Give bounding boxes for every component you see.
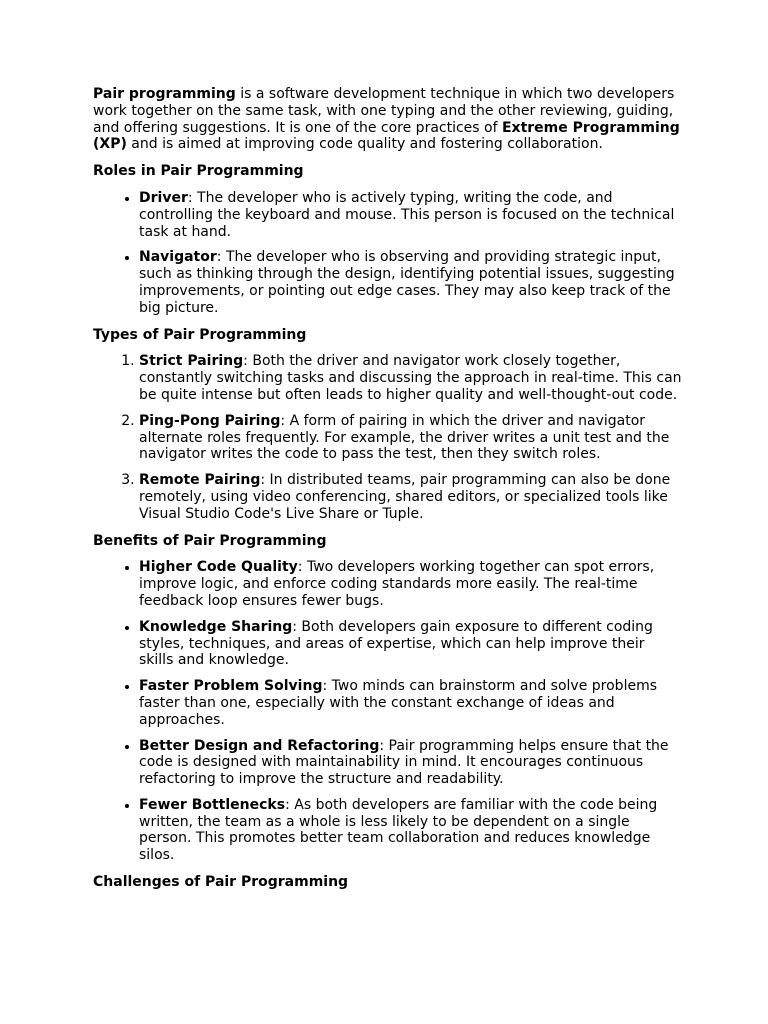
list-item [139, 678, 683, 728]
item-text: : The developer who is observing and providing strategic input, such as thinking through the design, identifying potential issues, suggesting improvements, or pointing out edge cases. They may also keep track of the big picture. [139, 249, 675, 316]
intro-paragraph [93, 86, 683, 153]
item-term: Fewer Bottlenecks [139, 796, 286, 813]
item-text: : Two minds can brainstorm and solve problems faster than one, especially with the constant exchange of ideas and approaches. [139, 678, 658, 728]
item-term: Driver [139, 189, 188, 206]
roles-heading: Roles in Pair Programming [93, 163, 304, 180]
item-text: : Both the driver and navigator work closely together, constantly switching tasks and discussing the approach in real-time. This can be quite intense but often leads to higher quality and well-thought-out code. [139, 353, 682, 403]
item-text: : Both developers gain exposure to different coding styles, techniques, and areas of expertise, which can help improve their skills and knowledge. [139, 618, 653, 669]
benefits-heading: Benefits of Pair Programming [93, 532, 327, 549]
item-term: Remote Pairing [139, 472, 261, 489]
item-term: Higher Code Quality [139, 559, 298, 576]
item-text: : As both developers are familiar with the code being written, the team as a whole is less likely to be dependent on a single person. This promotes better team collaboration and reduces knowledge silos. [139, 796, 658, 864]
roles-list [93, 190, 683, 317]
list-item [139, 413, 683, 463]
list-item [139, 353, 683, 403]
item-text: : In distributed teams, pair programming can also be done remotely, using video conferencing, shared editors, or specialized tools like Visual Studio Code's Live Share or Tuple. [139, 472, 671, 522]
intro-term: Pair programming [93, 86, 236, 102]
item-term: Strict Pairing [139, 353, 244, 370]
item-text: : The developer who is actively typing, writing the code, and controlling the keyboard and mouse. This person is focused on the technical task at hand. [139, 189, 675, 240]
benefits-list [93, 559, 683, 864]
list-item [139, 190, 683, 240]
intro-text-1: is a software development technique in which two developers work together on the same task, with one typing and the other reviewing, guiding, and offering suggestions. It is one of the core practices of [93, 86, 675, 136]
list-item [139, 619, 683, 669]
item-term: Better Design and Refactoring [139, 737, 380, 754]
item-term: Faster Problem Solving [139, 678, 323, 695]
intro-text-2: and is aimed at improving code quality and fostering collaboration. [126, 136, 603, 153]
list-item [139, 797, 683, 864]
list-item [139, 559, 683, 609]
types-heading: Types of Pair Programming [93, 326, 307, 343]
document-page [93, 86, 683, 901]
list-item [139, 472, 683, 522]
intro-xp-term: Extreme Programming (XP) [93, 119, 680, 153]
list-item [139, 249, 683, 316]
types-list [93, 353, 683, 522]
list-item [139, 738, 683, 788]
item-term: Knowledge Sharing [139, 618, 293, 635]
item-term: Navigator [139, 249, 217, 266]
item-text: : Two developers working together can spot errors, improve logic, and enforce coding standards more easily. The real-time feedback loop ensures fewer bugs. [139, 559, 655, 609]
challenges-heading: Challenges of Pair Programming [93, 874, 349, 891]
item-text: : Pair programming helps ensure that the code is designed with maintainability in mind. It encourages continuous refactoring to improve the structure and readability. [139, 737, 669, 788]
item-text: : A form of pairing in which the driver and navigator alternate roles frequently. For example, the driver writes a unit test and the navigator writes the code to pass the test, then they switch roles. [139, 412, 670, 463]
item-term: Ping-Pong Pairing [139, 412, 281, 429]
